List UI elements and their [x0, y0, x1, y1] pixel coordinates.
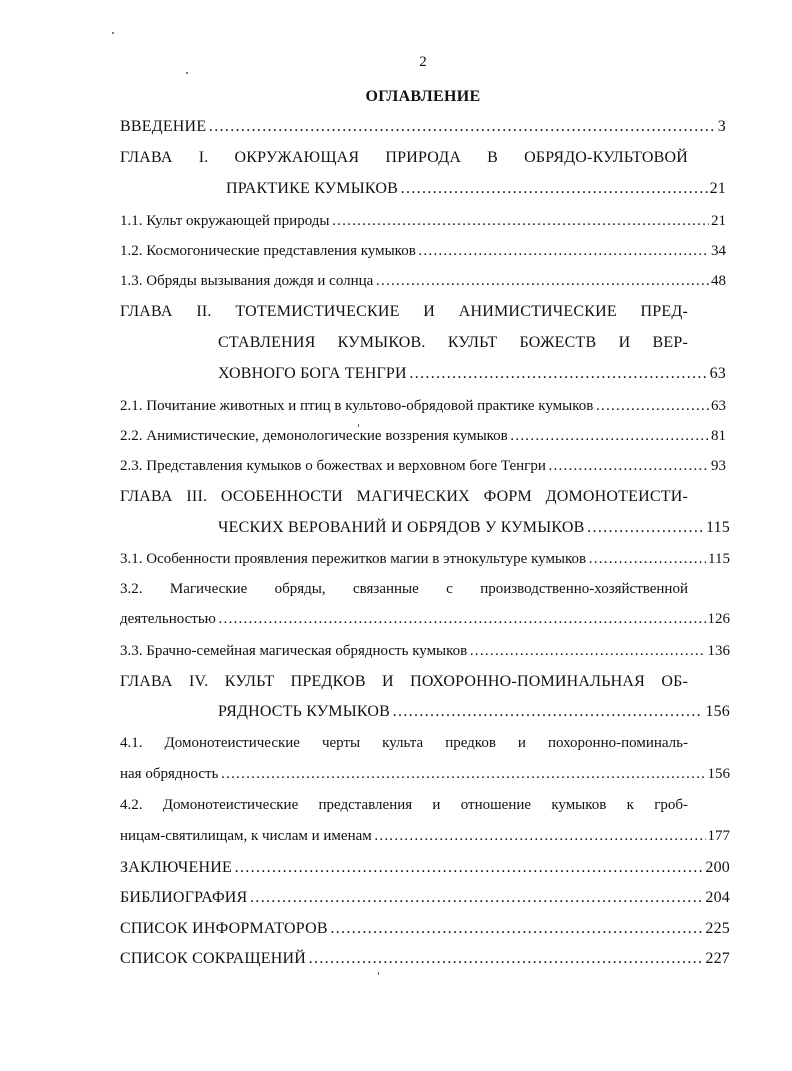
leader-dots [595, 398, 709, 415]
leader-dots [218, 611, 706, 628]
toc-page: 156 [705, 703, 730, 720]
toc-page: 204 [705, 889, 730, 906]
toc-chapter-4-line1: ГЛАВА IV. КУЛЬТ ПРЕДКОВ И ПОХОРОННО-ПОМИНАЛЬНАЯ ОБ- [120, 673, 688, 690]
toc-label: ХОВНОГО БОГА ТЕНГРИ [218, 365, 407, 382]
toc-page: 115 [708, 551, 730, 567]
leader-dots [208, 118, 716, 136]
toc-label: ВВЕДЕНИЕ [120, 118, 207, 135]
toc-section-2-2 [120, 428, 726, 445]
toc-label: ЗАКЛЮЧЕНИЕ [120, 859, 232, 876]
toc-section-1-2 [120, 243, 726, 260]
toc-page: 21 [709, 180, 726, 197]
toc-label: 2.1. Почитание животных и птиц в культово-обрядовой практике кумыков [120, 398, 594, 414]
page-number: 2 [419, 54, 427, 70]
toc-label: РЯДНОСТЬ КУМЫКОВ [218, 703, 390, 720]
leader-dots [374, 828, 706, 845]
toc-label: ницам-святилищам, к числам и именам [120, 828, 372, 844]
leader-dots [510, 428, 709, 445]
toc-label: ЧЕСКИХ ВЕРОВАНИЙ И ОБРЯДОВ У КУМЫКОВ [218, 519, 585, 536]
leader-dots [331, 213, 709, 230]
toc-chapter-2-line3 [218, 365, 726, 383]
toc-section-4-1-line1: 4.1. Домонотеистические черты культа предков и похоронно-поминаль- [120, 735, 688, 751]
leader-dots [400, 180, 708, 198]
toc-section-4-2-line2 [120, 828, 730, 845]
leader-dots [588, 551, 706, 568]
leader-dots [249, 889, 703, 907]
toc-page: 3 [717, 118, 726, 135]
toc-chapter-2-line1: ГЛАВА II. ТОТЕМИСТИЧЕСКИЕ И АНИМИСТИЧЕСКИЕ ПРЕД- [120, 303, 688, 320]
toc-label: 1.1. Культ окружающей природы [120, 213, 330, 229]
toc-page: 81 [711, 428, 726, 444]
toc-section-3-2-line2 [120, 611, 730, 628]
toc-chapter-4-line2 [218, 703, 730, 721]
toc-page: 34 [711, 243, 726, 259]
toc-page: 227 [705, 950, 730, 967]
toc-label: 1.3. Обряды вызывания дождя и солнца [120, 273, 374, 289]
toc-label: ПРАКТИКЕ КУМЫКОВ [226, 180, 398, 197]
leader-dots [234, 859, 703, 877]
toc-label: 3.1. Особенности проявления пережитков магии в этнокультуре кумыков [120, 551, 587, 567]
toc-chapter-3-line1: ГЛАВА III. ОСОБЕННОСТИ МАГИЧЕСКИХ ФОРМ ДОМОНОТЕИСТИ- [120, 488, 688, 505]
toc-section-1-3 [120, 273, 726, 290]
toc-label: БИБЛИОГРАФИЯ [120, 889, 248, 906]
scan-speck [112, 32, 114, 34]
toc-page: 225 [705, 920, 730, 937]
toc-page: 93 [711, 458, 726, 474]
toc-section-3-1 [120, 551, 730, 568]
toc-section-4-1-line2 [120, 766, 730, 783]
toc-chapter-2-line2: СТАВЛЕНИЯ КУМЫКОВ. КУЛЬТ БОЖЕСТВ И ВЕР- [218, 334, 688, 351]
toc-entry-conclusion [120, 859, 730, 877]
toc-entry-intro [120, 118, 726, 136]
page-title: ОГЛАВЛЕНИЕ [365, 88, 481, 105]
toc-page: 156 [707, 766, 730, 782]
leader-dots [308, 950, 703, 968]
toc-label: 1.2. Космогонические представления кумыков [120, 243, 416, 259]
toc-page: 21 [711, 213, 726, 229]
leader-dots [392, 703, 703, 721]
scan-speck [186, 72, 188, 74]
toc-page: 115 [705, 519, 730, 536]
toc-section-3-3 [120, 643, 730, 660]
toc-chapter-1-line1: ГЛАВА I. ОКРУЖАЮЩАЯ ПРИРОДА В ОБРЯДО-КУЛЬТОВОЙ [120, 149, 688, 166]
leader-dots [418, 243, 709, 260]
leader-dots [548, 458, 709, 475]
toc-page: 126 [707, 611, 730, 627]
toc-entry-informants [120, 920, 730, 938]
toc-label: деятельностью [120, 611, 216, 627]
toc-page: 136 [707, 643, 730, 659]
toc-entry-abbreviations [120, 950, 730, 968]
toc-section-3-2-line1: 3.2. Магические обряды, связанные с производственно-хозяйственной [120, 581, 688, 597]
toc-page: 200 [705, 859, 730, 876]
toc-page: 63 [711, 398, 726, 414]
toc-chapter-1-line2 [226, 180, 726, 198]
leader-dots [330, 920, 704, 938]
toc-label: СПИСОК ИНФОРМАТОРОВ [120, 920, 328, 937]
leader-dots [375, 273, 709, 290]
toc-section-2-1 [120, 398, 726, 415]
toc-page: 48 [711, 273, 726, 289]
toc-section-4-2-line1: 4.2. Домонотеистические представления и отношение кумыков к гроб- [120, 797, 688, 813]
toc-page: 63 [709, 365, 726, 382]
toc-label: ная обрядность [120, 766, 219, 782]
toc-entry-bibliography [120, 889, 730, 907]
toc-page: 177 [707, 828, 730, 844]
toc-label: 2.3. Представления кумыков о божествах и верховном боге Тенгри [120, 458, 546, 474]
toc-label: 2.2. Анимистические, демонологические воззрения кумыков [120, 428, 508, 444]
toc-section-2-3 [120, 458, 726, 475]
leader-dots [469, 643, 705, 660]
leader-dots [409, 365, 708, 383]
toc-chapter-3-line2 [218, 519, 730, 537]
scan-speck [358, 424, 359, 427]
leader-dots [220, 766, 705, 783]
scan-speck [378, 972, 379, 975]
toc-label: СПИСОК СОКРАЩЕНИЙ [120, 950, 306, 967]
toc-section-1-1 [120, 213, 726, 230]
leader-dots [587, 519, 704, 537]
toc-label: 3.3. Брачно-семейная магическая обрядность кумыков [120, 643, 468, 659]
